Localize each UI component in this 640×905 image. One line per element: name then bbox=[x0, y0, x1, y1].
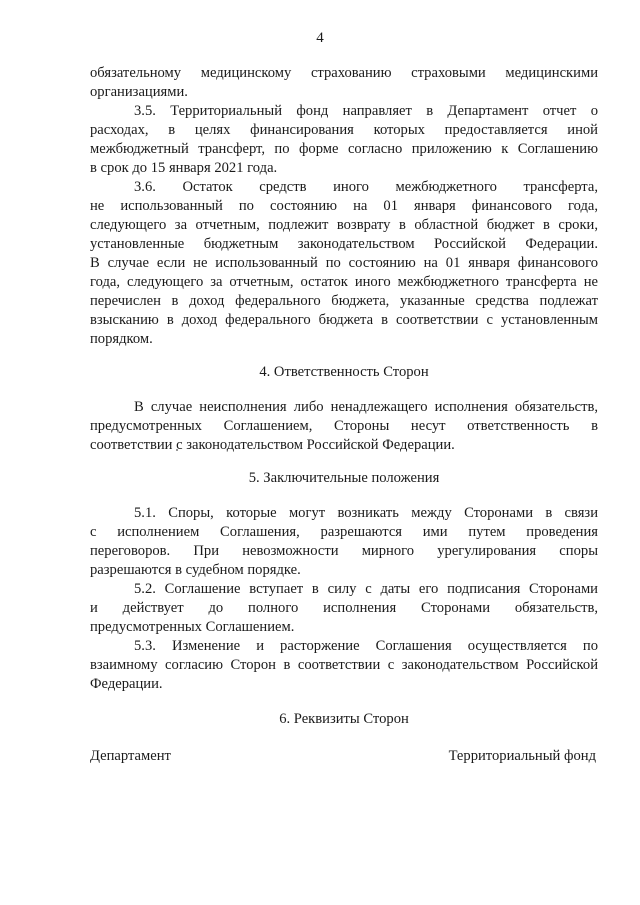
text-line: 3.5. Территориальный фонд направляет в Департамент отчет о bbox=[134, 103, 598, 119]
text-line: предусмотренных Соглашением, Стороны несут ответственность в bbox=[90, 418, 598, 434]
text-line: следующего за отчетным, подлежит возврату в областной бюджет в сроки, bbox=[90, 217, 598, 233]
document-body bbox=[90, 64, 598, 766]
text-line: в срок до 15 января 2021 года. bbox=[90, 160, 278, 176]
paragraph-5-3 bbox=[90, 637, 598, 694]
paragraph-5-2 bbox=[90, 580, 598, 637]
party-right-label: Территориальный фонд bbox=[448, 748, 596, 764]
requisites-row bbox=[90, 747, 598, 766]
text-line: расходах, в целях финансирования которых предоставляется иной bbox=[90, 122, 598, 138]
text-line: установленные бюджетным законодательством Российской Федерации. bbox=[90, 236, 598, 252]
text-line: переговоров. При невозможности мирного урегулирования споры bbox=[90, 543, 598, 559]
text-line: организациями. bbox=[90, 84, 188, 100]
text-line: перечислен в доход федерального бюджета, указанные средства подлежат bbox=[90, 293, 598, 309]
text-line: 5.2. Соглашение вступает в силу с даты его подписания Сторонами bbox=[134, 581, 598, 597]
text-line: порядком. bbox=[90, 331, 153, 347]
section-heading-5: 5. Заключительные положения bbox=[248, 470, 440, 486]
page-number: 4 bbox=[316, 30, 324, 46]
text-line: разрешаются в судебном порядке. bbox=[90, 562, 301, 578]
text-line: не использованный по состоянию на 01 января финансового года, bbox=[90, 198, 598, 214]
text-line: межбюджетный трансферт, по форме согласно приложению к Соглашению bbox=[90, 141, 598, 157]
text-line: соответствии с законодательством Российской Федерации. bbox=[90, 437, 455, 453]
text-line: предусмотренных Соглашением. bbox=[90, 619, 295, 635]
text-line: и действует до полного исполнения Сторонами обязательств, bbox=[90, 600, 598, 616]
paragraph-4 bbox=[90, 398, 598, 455]
text-line: В случае неисполнения либо ненадлежащего исполнения обязательств, bbox=[134, 399, 598, 415]
text-line: В случае если не использованный по состоянию на 01 января финансового bbox=[90, 255, 598, 271]
party-left-label: Департамент bbox=[90, 748, 171, 764]
text-line: Федерации. bbox=[90, 676, 163, 692]
text-line: взысканию в доход федерального бюджета в соответствии с установленным bbox=[90, 312, 598, 328]
text-line: взаимному согласию Сторон в соответствии с законодательством Российской bbox=[90, 657, 598, 673]
text-line: 5.3. Изменение и расторжение Соглашения осуществляется по bbox=[134, 638, 598, 654]
section-heading-6: 6. Реквизиты Сторон bbox=[279, 711, 409, 727]
paragraph-3-5 bbox=[90, 102, 598, 178]
text-line: 5.1. Споры, которые могут возникать между Сторонами в связи bbox=[134, 505, 598, 521]
text-line: обязательному медицинскому страхованию страховыми медицинскими bbox=[90, 65, 598, 81]
paragraph-continuation bbox=[90, 64, 598, 102]
text-line: с исполнением Соглашения, разрешаются ими путем проведения bbox=[90, 524, 598, 540]
paragraph-5-1 bbox=[90, 504, 598, 580]
text-line: 3.6. Остаток средств иного межбюджетного трансферта, bbox=[134, 179, 598, 195]
section-heading-4: 4. Ответственность Сторон bbox=[259, 364, 429, 380]
paragraph-3-6 bbox=[90, 178, 598, 349]
text-line: года, следующего за отчетным, остаток иного межбюджетного трансферта не bbox=[90, 274, 598, 290]
